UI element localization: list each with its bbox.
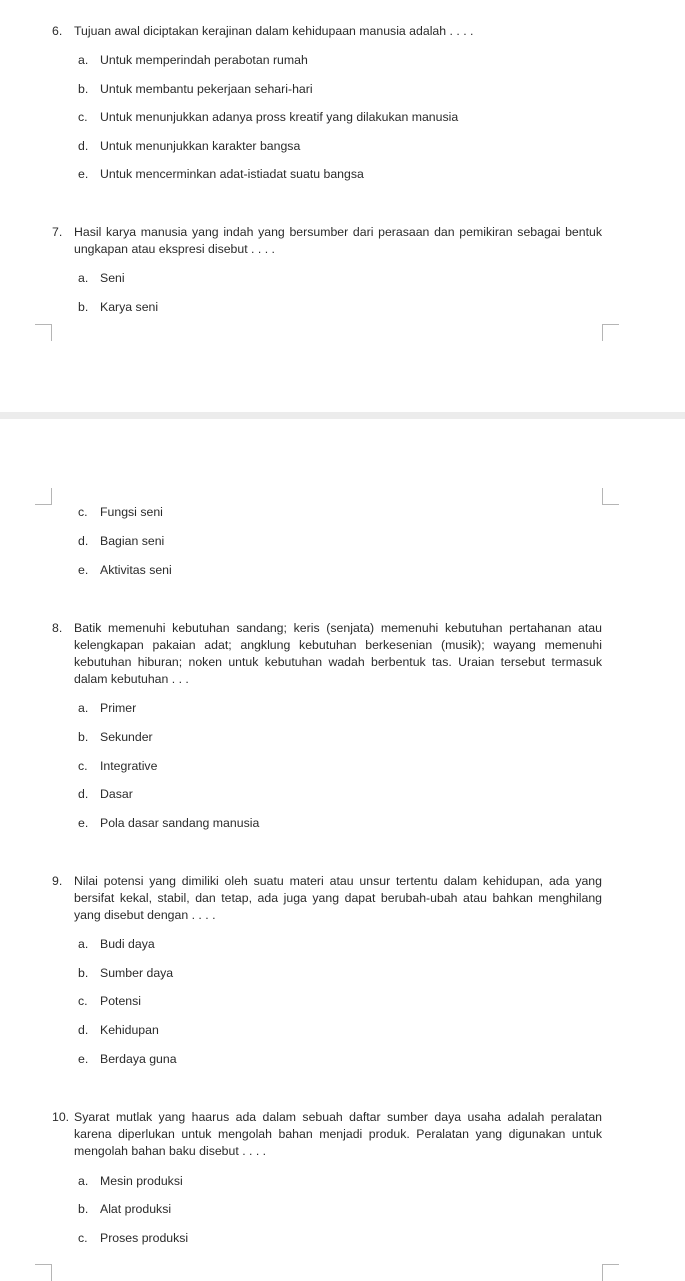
option-6d <box>78 138 300 155</box>
question-9 <box>52 873 602 924</box>
option-letter: b. <box>78 966 89 980</box>
option-text: Sumber daya <box>100 966 174 980</box>
option-text: Integrative <box>100 759 158 773</box>
question-text: Tujuan awal diciptakan kerajinan dalam kehidupaan manusia adalah . . . . <box>74 24 474 38</box>
option-text: Untuk menunjukkan karakter bangsa <box>100 139 301 153</box>
option-7a <box>78 270 125 287</box>
option-letter: c. <box>78 759 88 773</box>
option-letter: b. <box>78 1202 89 1216</box>
question-7 <box>52 224 602 258</box>
option-7d <box>78 533 164 550</box>
option-7b <box>78 299 158 316</box>
option-letter: b. <box>78 300 89 314</box>
crop-mark-top-left <box>35 324 52 341</box>
question-6 <box>52 23 602 40</box>
option-letter: c. <box>78 110 88 124</box>
option-letter: a. <box>78 53 89 67</box>
option-letter: d. <box>78 1023 89 1037</box>
option-10b <box>78 1201 171 1218</box>
option-text: Karya seni <box>100 300 159 314</box>
option-text: Berdaya guna <box>100 1052 177 1066</box>
option-letter: e. <box>78 563 89 577</box>
option-8e <box>78 815 259 832</box>
option-text: Mesin produksi <box>100 1174 183 1188</box>
option-letter: a. <box>78 701 89 715</box>
option-8d <box>78 786 133 803</box>
option-text: Untuk mencerminkan adat-istiadat suatu bangsa <box>100 167 364 181</box>
page-separator <box>0 412 685 419</box>
option-9d <box>78 1022 159 1039</box>
crop-mark-bottom-left <box>35 488 52 505</box>
option-text: Aktivitas seni <box>100 563 172 577</box>
option-letter: e. <box>78 167 89 181</box>
crop-mark-footer-left <box>35 1264 52 1281</box>
option-9b <box>78 965 173 982</box>
option-10a <box>78 1173 183 1190</box>
option-9c <box>78 993 141 1010</box>
option-letter: d. <box>78 139 89 153</box>
option-text: Seni <box>100 271 125 285</box>
option-6c <box>78 109 458 126</box>
option-6e <box>78 166 364 183</box>
option-text: Untuk memperindah perabotan rumah <box>100 53 308 67</box>
question-10 <box>52 1109 602 1160</box>
option-text: Bagian seni <box>100 534 165 548</box>
option-letter: e. <box>78 1052 89 1066</box>
option-8b <box>78 729 153 746</box>
option-9a <box>78 936 155 953</box>
option-text: Untuk menunjukkan adanya pross kreatif yang dilakukan manusia <box>100 110 459 124</box>
option-letter: a. <box>78 1174 89 1188</box>
option-7e <box>78 562 172 579</box>
option-letter: d. <box>78 787 89 801</box>
option-letter: a. <box>78 271 89 285</box>
option-text: Sekunder <box>100 730 153 744</box>
option-letter: c. <box>78 1231 88 1245</box>
crop-mark-top-right <box>602 324 619 341</box>
option-letter: c. <box>78 994 88 1008</box>
option-text: Budi daya <box>100 937 155 951</box>
option-9e <box>78 1051 177 1068</box>
option-text: Untuk membantu pekerjaan sehari-hari <box>100 82 313 96</box>
question-number: 6. <box>52 24 63 38</box>
option-letter: e. <box>78 816 89 830</box>
question-text: Syarat mutlak yang haarus ada dalam sebuah daftar sumber daya usaha adalah peralatan karena diperlukan untuk mengolah bahan menjadi produk. Peralatan yang digunakan untuk mengolah bahan baku disebut . . . . <box>74 1110 602 1158</box>
option-text: Dasar <box>100 787 133 801</box>
option-text: Primer <box>100 701 137 715</box>
question-number: 10. <box>52 1110 70 1124</box>
option-8a <box>78 700 136 717</box>
question-number: 7. <box>52 225 63 239</box>
option-10c <box>78 1230 188 1247</box>
option-text: Potensi <box>100 994 142 1008</box>
option-text: Pola dasar sandang manusia <box>100 816 260 830</box>
question-text: Hasil karya manusia yang indah yang bersumber dari perasaan dan pemikiran sebagai bentuk ungkapan atau ekspresi disebut . . . . <box>74 225 602 256</box>
option-letter: c. <box>78 505 88 519</box>
crop-mark-footer-right <box>602 1264 619 1281</box>
option-7c <box>78 504 163 521</box>
question-number: 9. <box>52 874 63 888</box>
option-text: Alat produksi <box>100 1202 172 1216</box>
option-letter: d. <box>78 534 89 548</box>
crop-mark-bottom-right <box>602 488 619 505</box>
option-8c <box>78 758 157 775</box>
question-8 <box>52 620 602 688</box>
question-text: Batik memenuhi kebutuhan sandang; keris (senjata) memenuhi kebutuhan pertahanan atau kelengkapan pakaian adat; angklung kebutuhan berkesenian (musik); wayang memenuhi kebutuhan hiburan; noken untuk kebutuhan wadah berbentuk tas. Uraian tersebut termasuk dalam kebutuhan . . . <box>74 621 602 686</box>
option-text: Kehidupan <box>100 1023 159 1037</box>
option-text: Proses produksi <box>100 1231 189 1245</box>
question-number: 8. <box>52 621 63 635</box>
option-text: Fungsi seni <box>100 505 163 519</box>
option-letter: b. <box>78 82 89 96</box>
option-letter: b. <box>78 730 89 744</box>
option-6a <box>78 52 308 69</box>
option-letter: a. <box>78 937 89 951</box>
question-text: Nilai potensi yang dimiliki oleh suatu materi atau unsur tertentu dalam kehidupan, ada yang bersifat kekal, stabil, dan tetap, ada juga yang dapat berubah-ubah atau bahkan menghilang yang disebut dengan . . . . <box>74 874 602 922</box>
option-6b <box>78 81 313 98</box>
